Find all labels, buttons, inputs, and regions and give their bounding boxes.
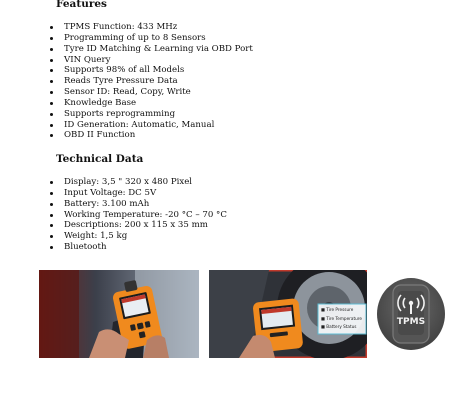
bullet-icon xyxy=(50,102,53,105)
spec-item: Battery: 3.100 mAh xyxy=(48,199,227,210)
feature-item: OBD II Function xyxy=(48,130,253,141)
bullet-icon xyxy=(50,37,53,40)
feature-item: Knowledge Base xyxy=(48,98,253,109)
spec-item: Display: 3,5 " 320 x 480 Pixel xyxy=(48,177,227,188)
bullet-icon xyxy=(50,91,53,94)
screen-label: ■ Tire Pressure xyxy=(321,307,354,312)
feature-item: Sensor ID: Read, Copy, Write xyxy=(48,87,253,98)
spec-item: Weight: 1,5 kg xyxy=(48,231,227,242)
technical-list xyxy=(48,177,227,253)
photo-tool-in-hand xyxy=(39,270,199,358)
features-list xyxy=(48,22,253,141)
bullet-icon xyxy=(50,224,53,227)
screen-labels xyxy=(321,306,365,332)
bullet-icon xyxy=(50,181,53,184)
feature-item: VIN Query xyxy=(48,55,253,66)
tpms-badge xyxy=(376,277,446,351)
feature-item: Programming of up to 8 Sensors xyxy=(48,33,253,44)
bullet-icon xyxy=(50,59,53,62)
photo-tool-at-tyre xyxy=(209,270,367,358)
spec-item: Bluetooth xyxy=(48,242,227,253)
bullet-icon xyxy=(50,235,53,238)
bullet-icon xyxy=(50,113,53,116)
bullet-icon xyxy=(50,246,53,249)
bullet-icon xyxy=(50,48,53,51)
feature-item: TPMS Function: 433 MHz xyxy=(48,22,253,33)
tpms-label: TPMS xyxy=(396,317,426,327)
feature-item: Reads Tyre Pressure Data xyxy=(48,76,253,87)
bullet-icon xyxy=(50,192,53,195)
bullet-icon xyxy=(50,69,53,72)
technical-heading: Technical Data xyxy=(56,153,144,165)
bullet-icon xyxy=(50,80,53,83)
screen-label: ■ Tire Temperature xyxy=(321,315,362,321)
spec-item: Working Temperature: -20 °C – 70 °C xyxy=(48,210,227,221)
bullet-icon xyxy=(50,134,53,137)
bullet-icon xyxy=(50,124,53,127)
spec-item: Descriptions: 200 x 115 x 35 mm xyxy=(48,220,227,231)
spec-item: Input Voltage: DC 5V xyxy=(48,188,227,199)
feature-item: Supports 98% of all Models xyxy=(48,65,253,76)
screen-label: ■ Battery Status xyxy=(321,324,357,329)
features-heading: Features xyxy=(56,0,107,10)
wireless-signal-icon xyxy=(376,277,446,351)
feature-item: Supports reprogramming xyxy=(48,109,253,120)
feature-item: Tyre ID Matching & Learning via OBD Port xyxy=(48,44,253,55)
bullet-icon xyxy=(50,26,53,29)
feature-item: ID Generation: Automatic, Manual xyxy=(48,120,253,131)
bullet-icon xyxy=(50,203,53,206)
bullet-icon xyxy=(50,214,53,217)
